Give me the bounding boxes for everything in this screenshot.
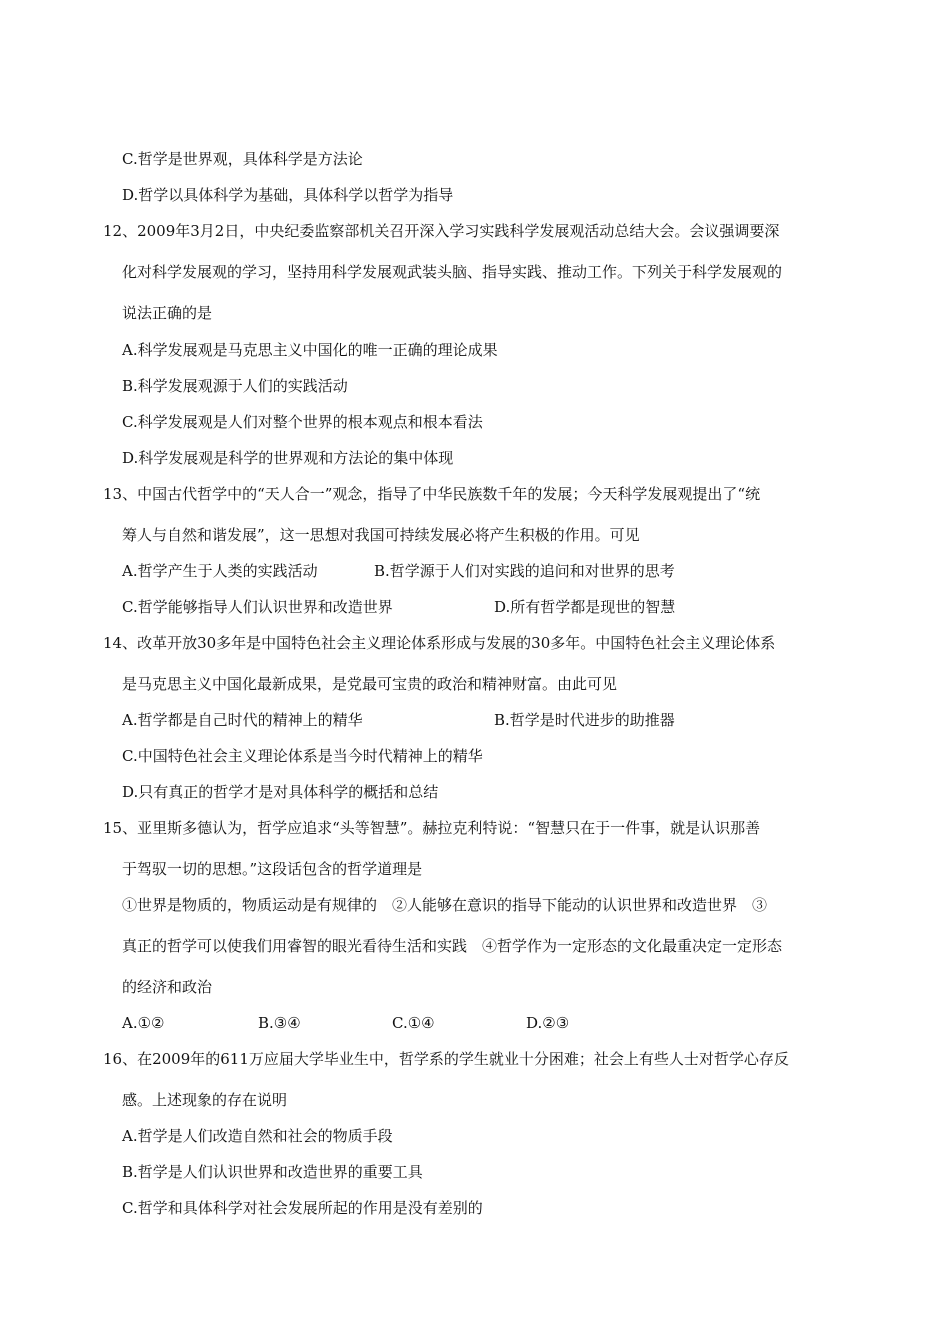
- q15-option-c: C.①④: [392, 1014, 435, 1032]
- q15-items-line-1: ①世界是物质的，物质运动是有规律的 ②人能够在意识的指导下能动的认识世界和改造世界 ③: [122, 896, 768, 914]
- q15-option-b: B.③④: [258, 1014, 301, 1032]
- q13-option-c: C.哲学能够指导人们认识世界和改造世界: [122, 598, 393, 616]
- q14-option-a: A.哲学都是自己时代的精神上的精华: [122, 711, 363, 729]
- q12-stem-line-2: 化对科学发展观的学习，坚持用科学发展观武装头脑、指导实践、推动工作。下列关于科学发展观的: [122, 263, 783, 281]
- q14-option-b: B.哲学是时代进步的助推器: [494, 711, 675, 729]
- q11-option-c: C.哲学是世界观，具体科学是方法论: [122, 150, 363, 168]
- q14-option-d: D.只有真正的哲学才是对具体科学的概括和总结: [122, 783, 439, 801]
- q14-option-c: C.中国特色社会主义理论体系是当今时代精神上的精华: [122, 747, 483, 765]
- q13-option-a: A.哲学产生于人类的实践活动: [122, 562, 318, 580]
- q12-stem-line-3: 说法正确的是: [122, 304, 213, 322]
- q13-option-b: B.哲学源于人们对实践的追问和对世界的思考: [374, 562, 675, 580]
- q16-option-b: B.哲学是人们认识世界和改造世界的重要工具: [122, 1163, 423, 1181]
- q16-option-c: C.哲学和具体科学对社会发展所起的作用是没有差别的: [122, 1199, 483, 1217]
- q15-items-line-3: 的经济和政治: [122, 978, 213, 996]
- q16-option-a: A.哲学是人们改造自然和社会的物质手段: [122, 1127, 393, 1145]
- q12-option-c: C.科学发展观是人们对整个世界的根本观点和根本看法: [122, 413, 483, 431]
- q15-option-a: A.①②: [122, 1014, 165, 1032]
- q12-option-d: D.科学发展观是科学的世界观和方法论的集中体现: [122, 449, 454, 467]
- q15-option-d: D.②③: [526, 1014, 570, 1032]
- q12-option-a: A.科学发展观是马克思主义中国化的唯一正确的理论成果: [122, 341, 498, 359]
- q13-option-d: D.所有哲学都是现世的智慧: [494, 598, 676, 616]
- q16-stem-line-1: 16、在2009年的611万应届大学毕业生中，哲学系的学生就业十分困难；社会上有些人士对哲学心存反: [103, 1050, 789, 1068]
- q15-stem-line-1: 15、亚里斯多德认为，哲学应追求“头等智慧”。赫拉克利特说：“智慧只在于一件事，就是认识那善: [103, 819, 761, 837]
- q13-stem-line-2: 筹人与自然和谐发展”，这一思想对我国可持续发展必将产生积极的作用。可见: [122, 526, 640, 544]
- q12-stem-line-1: 12、2009年3月2日，中央纪委监察部机关召开深入学习实践科学发展观活动总结大会。会议强调要深: [103, 222, 780, 240]
- q12-option-b: B.科学发展观源于人们的实践活动: [122, 377, 348, 395]
- q13-stem-line-1: 13、中国古代哲学中的“天人合一”观念，指导了中华民族数千年的发展；今天科学发展观提出了“统: [103, 485, 761, 503]
- q15-items-line-2: 真正的哲学可以使我们用睿智的眼光看待生活和实践 ④哲学作为一定形态的文化最重决定一定形态: [122, 937, 783, 955]
- q11-option-d: D.哲学以具体科学为基础，具体科学以哲学为指导: [122, 186, 454, 204]
- q14-stem-line-2: 是马克思主义中国化最新成果，是党最可宝贵的政治和精神财富。由此可见: [122, 675, 618, 693]
- q16-stem-line-2: 感。上述现象的存在说明: [122, 1091, 288, 1109]
- q14-stem-line-1: 14、改革开放30多年是中国特色社会主义理论体系形成与发展的30多年。中国特色社会主义理论体系: [103, 634, 776, 652]
- q15-stem-line-2: 于驾驭一切的思想。”这段话包含的哲学道理是: [122, 860, 423, 878]
